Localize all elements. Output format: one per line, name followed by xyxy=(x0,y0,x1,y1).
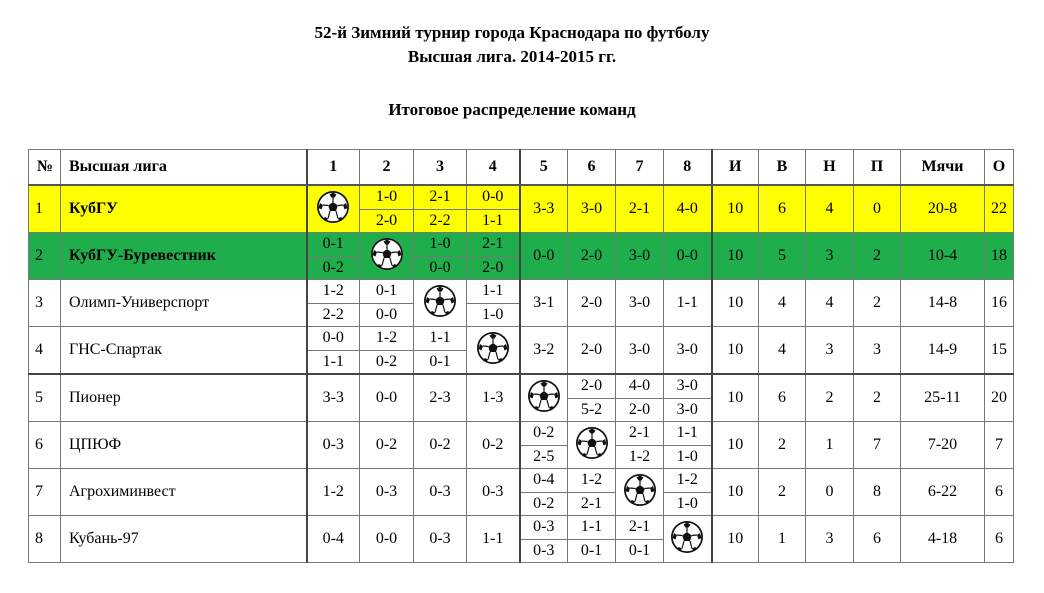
table-row xyxy=(29,327,1014,375)
column-header: 5 xyxy=(520,150,568,186)
soccer-ball-icon xyxy=(317,191,349,223)
match-result-cell xyxy=(467,327,520,375)
match-result-cell: 3-0 xyxy=(568,185,616,233)
draws: 3 xyxy=(806,516,854,563)
column-header: И xyxy=(712,150,759,186)
first-leg-score: 1-1 xyxy=(580,518,603,536)
draws: 1 xyxy=(806,422,854,469)
second-leg-score: 2-0 xyxy=(360,209,413,233)
soccer-ball-icon xyxy=(424,285,456,317)
first-leg-score: 1-1 xyxy=(482,282,504,300)
place-number: 8 xyxy=(29,516,61,563)
team-name: ГНС-Спартак xyxy=(61,327,307,375)
match-result-cell xyxy=(520,516,568,563)
points: 15 xyxy=(985,327,1014,375)
goals: 4-18 xyxy=(901,516,985,563)
first-leg-score: 1-2 xyxy=(580,471,603,489)
points: 18 xyxy=(985,233,1014,280)
draws: 4 xyxy=(806,280,854,327)
second-leg-score: 1-0 xyxy=(467,303,519,327)
first-leg-score: 2-1 xyxy=(482,235,504,253)
match-result-cell xyxy=(360,233,414,280)
second-leg-score: 0-2 xyxy=(360,350,413,374)
match-result-cell: 3-3 xyxy=(307,374,360,422)
match-result-cell xyxy=(664,516,712,563)
games-played: 10 xyxy=(712,422,759,469)
match-result-cell xyxy=(616,469,664,516)
points: 22 xyxy=(985,185,1014,233)
first-leg-score: 3-0 xyxy=(676,377,698,395)
second-leg-score: 0-3 xyxy=(521,539,568,563)
match-result-cell xyxy=(414,280,467,327)
league-season-title: Высшая лига. 2014-2015 гг. xyxy=(407,47,617,66)
match-result-cell: 0-3 xyxy=(307,422,360,469)
column-header: 3 xyxy=(414,150,467,186)
match-result-cell xyxy=(467,233,520,280)
place-number: 5 xyxy=(29,374,61,422)
match-result-cell xyxy=(307,327,360,375)
match-result-cell xyxy=(414,185,467,233)
match-result-cell xyxy=(307,185,360,233)
second-leg-score: 0-0 xyxy=(360,303,413,327)
first-leg-score: 1-1 xyxy=(429,329,451,347)
first-leg-score: 1-2 xyxy=(676,471,698,489)
match-result-cell: 0-3 xyxy=(414,516,467,563)
games-played: 10 xyxy=(712,185,759,233)
match-result-cell: 3-1 xyxy=(520,280,568,327)
table-row xyxy=(29,374,1014,422)
first-leg-score: 0-0 xyxy=(322,329,344,347)
games-played: 10 xyxy=(712,374,759,422)
match-result-cell: 0-0 xyxy=(520,233,568,280)
games-played: 10 xyxy=(712,233,759,280)
first-leg-score: 1-2 xyxy=(322,282,344,300)
column-header: Н xyxy=(806,150,854,186)
match-result-cell xyxy=(467,280,520,327)
match-result-cell: 1-1 xyxy=(467,516,520,563)
match-result-cell xyxy=(568,374,616,422)
goals: 7-20 xyxy=(901,422,985,469)
soccer-ball-icon xyxy=(624,474,656,506)
first-leg-score: 2-1 xyxy=(628,518,651,536)
column-header: 6 xyxy=(568,150,616,186)
column-header: Высшая лига xyxy=(61,150,307,186)
match-result-cell: 3-0 xyxy=(616,280,664,327)
first-leg-score: 2-0 xyxy=(580,377,603,395)
match-result-cell xyxy=(568,422,616,469)
first-leg-score: 0-4 xyxy=(533,471,555,489)
table-row xyxy=(29,516,1014,563)
wins: 4 xyxy=(759,327,806,375)
losses: 2 xyxy=(854,280,901,327)
match-result-cell xyxy=(616,422,664,469)
second-leg-score: 2-2 xyxy=(308,303,360,327)
team-name: Агрохиминвест xyxy=(61,469,307,516)
match-result-cell: 0-2 xyxy=(467,422,520,469)
place-number: 4 xyxy=(29,327,61,375)
second-leg-score: 0-0 xyxy=(414,256,466,280)
place-number: 7 xyxy=(29,469,61,516)
team-name: Олимп-Универспорт xyxy=(61,280,307,327)
draws: 2 xyxy=(806,374,854,422)
match-result-cell: 2-0 xyxy=(568,280,616,327)
soccer-ball-icon xyxy=(477,332,509,364)
table-row xyxy=(29,233,1014,280)
second-leg-score: 0-2 xyxy=(521,492,568,516)
match-result-cell: 0-3 xyxy=(467,469,520,516)
first-leg-score: 0-2 xyxy=(533,424,555,442)
place-number: 6 xyxy=(29,422,61,469)
team-name: Пионер xyxy=(61,374,307,422)
match-result-cell xyxy=(414,327,467,375)
first-leg-score: 2-1 xyxy=(429,188,451,206)
column-header: В xyxy=(759,150,806,186)
match-result-cell: 2-3 xyxy=(414,374,467,422)
match-result-cell xyxy=(520,469,568,516)
losses: 2 xyxy=(854,374,901,422)
first-leg-score: 4-0 xyxy=(628,377,651,395)
match-result-cell: 0-2 xyxy=(414,422,467,469)
match-result-cell xyxy=(520,374,568,422)
losses: 7 xyxy=(854,422,901,469)
second-leg-score: 2-1 xyxy=(568,492,615,516)
match-result-cell: 0-0 xyxy=(664,233,712,280)
wins: 2 xyxy=(759,422,806,469)
column-header: П xyxy=(854,150,901,186)
column-header: Мячи xyxy=(901,150,985,186)
place-number: 1 xyxy=(29,185,61,233)
match-result-cell xyxy=(360,327,414,375)
table-row xyxy=(29,422,1014,469)
match-result-cell: 0-4 xyxy=(307,516,360,563)
column-header: О xyxy=(985,150,1014,186)
wins: 6 xyxy=(759,185,806,233)
match-result-cell: 1-1 xyxy=(664,280,712,327)
second-leg-score: 1-0 xyxy=(664,492,711,516)
draws: 4 xyxy=(806,185,854,233)
team-name: Кубань-97 xyxy=(61,516,307,563)
second-leg-score: 1-0 xyxy=(664,445,711,469)
match-result-cell: 2-0 xyxy=(568,327,616,375)
wins: 1 xyxy=(759,516,806,563)
match-result-cell xyxy=(307,233,360,280)
points: 6 xyxy=(985,469,1014,516)
place-number: 2 xyxy=(29,233,61,280)
second-leg-score: 0-1 xyxy=(616,539,663,563)
second-leg-score: 1-1 xyxy=(467,209,519,233)
draws: 3 xyxy=(806,233,854,280)
first-leg-score: 0-1 xyxy=(322,235,344,253)
losses: 2 xyxy=(854,233,901,280)
soccer-ball-icon xyxy=(671,521,703,553)
first-leg-score: 1-0 xyxy=(429,235,451,253)
match-result-cell: 1-3 xyxy=(467,374,520,422)
wins: 2 xyxy=(759,469,806,516)
wins: 5 xyxy=(759,233,806,280)
second-leg-score: 2-0 xyxy=(467,256,519,280)
second-leg-score: 1-2 xyxy=(616,445,663,469)
match-result-cell: 1-2 xyxy=(307,469,360,516)
second-leg-score: 3-0 xyxy=(664,398,711,422)
column-header: 1 xyxy=(307,150,360,186)
match-result-cell xyxy=(664,469,712,516)
column-header: 4 xyxy=(467,150,520,186)
first-leg-score: 0-3 xyxy=(533,518,555,536)
match-result-cell: 0-2 xyxy=(360,422,414,469)
games-played: 10 xyxy=(712,469,759,516)
losses: 0 xyxy=(854,185,901,233)
standings-table xyxy=(28,149,1014,563)
match-result-cell: 2-0 xyxy=(568,233,616,280)
match-result-cell xyxy=(568,516,616,563)
match-result-cell: 3-0 xyxy=(616,233,664,280)
goals: 14-8 xyxy=(901,280,985,327)
goals: 25-11 xyxy=(901,374,985,422)
second-leg-score: 2-2 xyxy=(414,209,466,233)
match-result-cell xyxy=(467,185,520,233)
second-leg-score: 2-5 xyxy=(521,445,568,469)
games-played: 10 xyxy=(712,280,759,327)
goals: 6-22 xyxy=(901,469,985,516)
games-played: 10 xyxy=(712,327,759,375)
column-header: № xyxy=(29,150,61,186)
match-result-cell xyxy=(664,374,712,422)
match-result-cell: 0-0 xyxy=(360,516,414,563)
draws: 0 xyxy=(806,469,854,516)
table-row xyxy=(29,469,1014,516)
second-leg-score: 0-1 xyxy=(568,539,615,563)
first-leg-score: 1-0 xyxy=(375,188,398,206)
column-header: 2 xyxy=(360,150,414,186)
match-result-cell xyxy=(568,469,616,516)
place-number: 3 xyxy=(29,280,61,327)
first-leg-score: 1-1 xyxy=(676,424,698,442)
table-row xyxy=(29,280,1014,327)
losses: 6 xyxy=(854,516,901,563)
points: 16 xyxy=(985,280,1014,327)
first-leg-score: 1-2 xyxy=(375,329,398,347)
column-header: 7 xyxy=(616,150,664,186)
match-result-cell xyxy=(360,185,414,233)
points: 6 xyxy=(985,516,1014,563)
losses: 3 xyxy=(854,327,901,375)
team-name: ЦПЮФ xyxy=(61,422,307,469)
team-name: КубГУ-Буревестник xyxy=(61,233,307,280)
soccer-ball-icon xyxy=(576,427,608,459)
points: 7 xyxy=(985,422,1014,469)
match-result-cell: 0-0 xyxy=(360,374,414,422)
games-played: 10 xyxy=(712,516,759,563)
team-name: КубГУ xyxy=(61,185,307,233)
table-header-row xyxy=(29,150,1014,186)
wins: 4 xyxy=(759,280,806,327)
match-result-cell: 3-2 xyxy=(520,327,568,375)
match-result-cell xyxy=(616,374,664,422)
first-leg-score: 2-1 xyxy=(628,424,651,442)
soccer-ball-icon xyxy=(371,238,403,270)
second-leg-score: 1-1 xyxy=(308,350,360,374)
points: 20 xyxy=(985,374,1014,422)
standings-subtitle: Итоговое распределение команд xyxy=(388,100,636,119)
match-result-cell xyxy=(664,422,712,469)
match-result-cell xyxy=(360,280,414,327)
second-leg-score: 0-1 xyxy=(414,350,466,374)
goals: 10-4 xyxy=(901,233,985,280)
goals: 14-9 xyxy=(901,327,985,375)
match-result-cell: 3-0 xyxy=(616,327,664,375)
column-header: 8 xyxy=(664,150,712,186)
table-row xyxy=(29,185,1014,233)
first-leg-score: 0-0 xyxy=(482,188,504,206)
losses: 8 xyxy=(854,469,901,516)
second-leg-score: 0-2 xyxy=(308,256,360,280)
second-leg-score: 2-0 xyxy=(616,398,663,422)
second-leg-score: 5-2 xyxy=(568,398,615,422)
match-result-cell: 3-3 xyxy=(520,185,568,233)
match-result-cell: 3-0 xyxy=(664,327,712,375)
match-result-cell xyxy=(414,233,467,280)
match-result-cell xyxy=(520,422,568,469)
match-result-cell: 0-3 xyxy=(360,469,414,516)
match-result-cell: 2-1 xyxy=(616,185,664,233)
wins: 6 xyxy=(759,374,806,422)
goals: 20-8 xyxy=(901,185,985,233)
match-result-cell: 4-0 xyxy=(664,185,712,233)
soccer-ball-icon xyxy=(528,380,560,412)
draws: 3 xyxy=(806,327,854,375)
tournament-title: 52-й Зимний турнир города Краснодара по футболу xyxy=(314,23,710,42)
match-result-cell xyxy=(616,516,664,563)
match-result-cell xyxy=(307,280,360,327)
match-result-cell: 0-3 xyxy=(414,469,467,516)
first-leg-score: 0-1 xyxy=(375,282,398,300)
